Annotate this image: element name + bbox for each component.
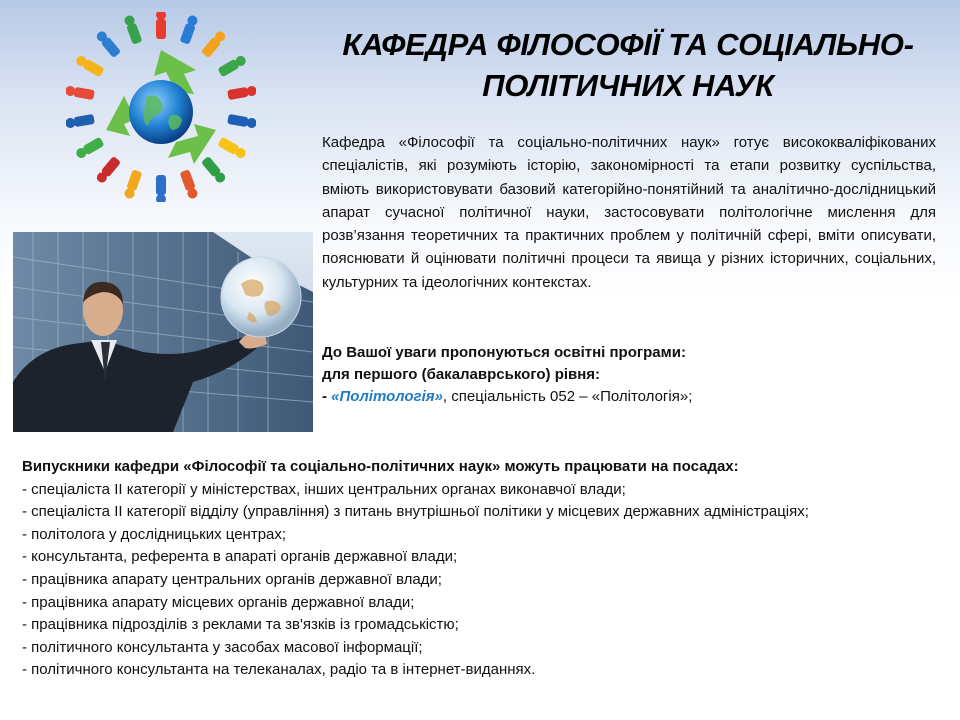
globe-people-logo	[66, 12, 256, 202]
program-dash: -	[322, 388, 332, 405]
globe-icon	[129, 80, 193, 144]
program-name: «Політологія»	[331, 388, 443, 405]
list-item: - політичного консультанта на телеканалах, радіо та в інтернет-виданнях.	[22, 661, 536, 679]
list-item: - спеціаліста ІІ категорії у міністерствах, інших центральних органах виконавчої влади;	[22, 480, 626, 498]
graduates-section	[22, 456, 942, 682]
intro-paragraph: Кафедра «Філософії та соціально-політичних наук» готує висококваліфікованих спеціалістів, які розуміють історію, закономірності та етапи розвитку суспільства, вміють використовувати базовий категорійно-понятійний та аналітично-дослідницький апарат сучасної політичної науки, застосовувати політологічне мислення для розв’язання теоретичних та практичних проблем у політичній сфері, вміти описувати, пояснювати й оцінювати політичні процеси та явища у різних історичних, соціальних, культурних та ідеологічних контекстах.	[322, 134, 936, 291]
page-title-line-2: ПОЛІТИЧНИХ НАУК	[482, 68, 774, 103]
list-item: - політичного консультанта у засобах масової інформації;	[22, 638, 423, 656]
glass-globe-icon	[221, 257, 301, 337]
list-item: - спеціаліста ІІ категорії відділу (управління) з питань внутрішньої політики у місцевих державних адміністраціях;	[22, 503, 809, 521]
graduates-heading: Випускники кафедри «Філософії та соціально-політичних наук» можуть працювати на посадах:	[22, 458, 739, 475]
man-with-globe-photo	[13, 232, 313, 432]
programs-section	[322, 342, 936, 408]
program-line	[322, 386, 936, 408]
graduates-list	[22, 479, 942, 682]
programs-heading: До Вашої уваги пропонуються освітні програми:	[322, 344, 686, 361]
list-item: - працівника апарату місцевих органів державної влади;	[22, 593, 415, 611]
list-item: - працівника апарату центральних органів державної влади;	[22, 570, 442, 588]
list-item: - політолога у дослідницьких центрах;	[22, 525, 287, 543]
page-title	[318, 24, 938, 106]
list-item: - працівника підрозділів з реклами та зв'язків із громадськістю;	[22, 616, 459, 634]
program-specialty: , спеціальність 052 – «Політологія»;	[442, 388, 693, 405]
page-title-line-1: КАФЕДРА ФІЛОСОФІЇ ТА СОЦІАЛЬНО-	[342, 27, 914, 62]
programs-level: для першого (бакалаврського) рівня:	[322, 366, 601, 383]
list-item: - консультанта, референта в апараті органів державної влади;	[22, 548, 458, 566]
